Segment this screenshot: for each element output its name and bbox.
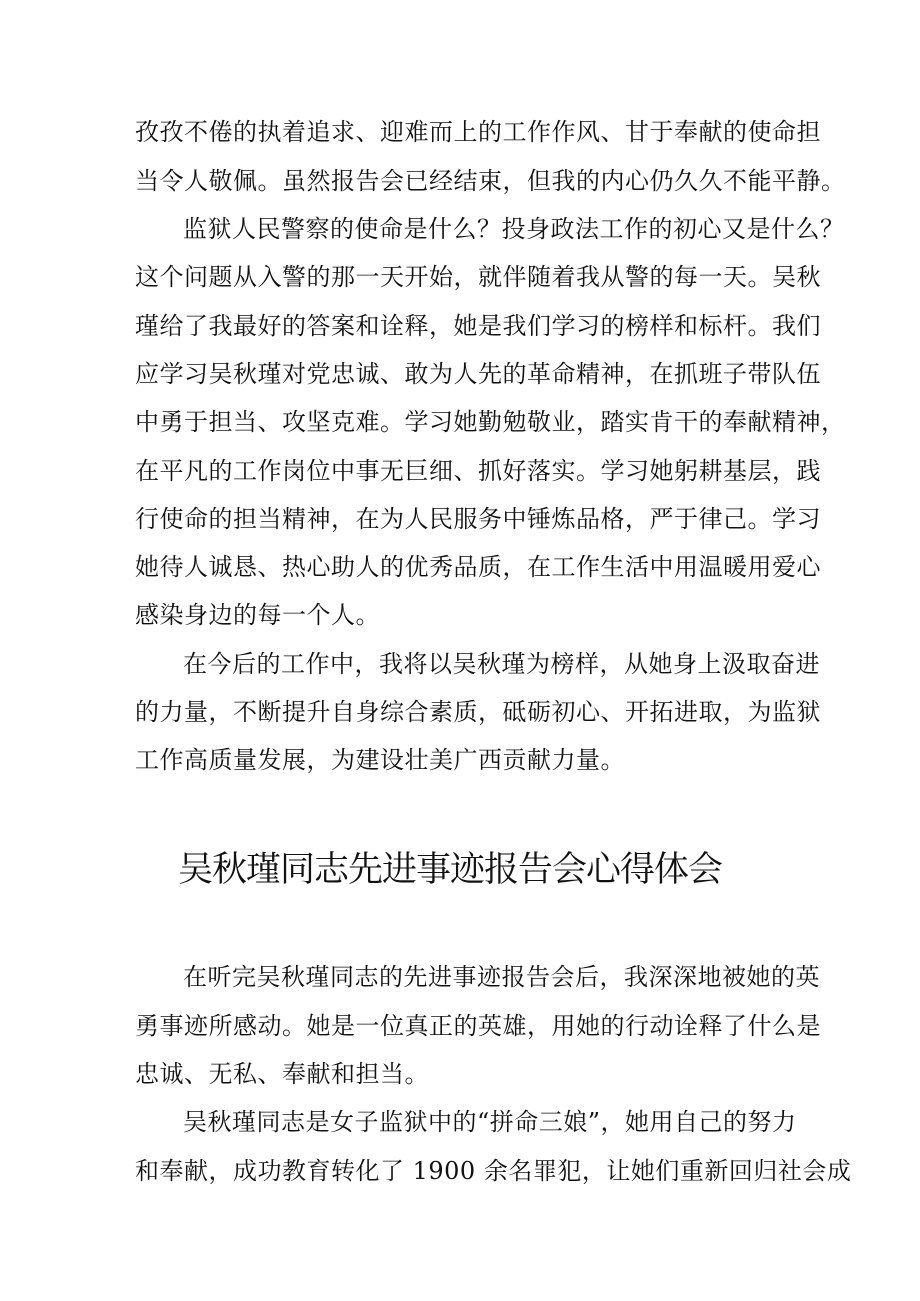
section-title: 吴秋瑾同志先进事迹报告会心得体会: [178, 850, 723, 890]
paragraph-line: 在今后的工作中，我将以吴秋瑾为榜样，从她身上汲取奋进: [183, 650, 820, 678]
paragraph-line: 当令人敬佩。虽然报告会已经结束，但我的内心仍久久不能平静。: [135, 167, 846, 195]
paragraph-line: 监狱人民警察的使命是什么？投身政法工作的初心又是什么？: [183, 215, 845, 243]
paragraph-line: 在听完吴秋瑾同志的先进事迹报告会后，我深深地被她的英: [183, 963, 820, 991]
paragraph-line: 孜孜不倦的执着追求、迎难而上的工作作风、甘于奉献的使命担: [135, 118, 821, 146]
paragraph-line: 工作高质量发展，为建设壮美广西贡献力量。: [135, 746, 625, 774]
paragraph-line: 吴秋瑾同志是女子监狱中的“拼命三娘”，她用自己的努力: [183, 1108, 797, 1136]
paragraph-line: 中勇于担当、攻坚克难。学习她勤勉敬业，踏实肯干的奉献精神，: [135, 408, 846, 436]
paragraph-line: 这个问题从入警的那一天开始，就伴随着我从警的每一天。吴秋: [135, 263, 821, 291]
paragraph-line: 和奉献，成功教育转化了 1900 余名罪犯，让她们重新回归社会成: [135, 1157, 852, 1185]
paragraph-line: 勇事迹所感动。她是一位真正的英雄，用她的行动诠释了什么是: [135, 1012, 821, 1040]
paragraph-line: 的力量，不断提升自身综合素质，砥砺初心、开拓进取，为监狱: [135, 698, 821, 726]
paragraph-line: 感染身边的每一个人。: [135, 601, 380, 629]
paragraph-line: 行使命的担当精神，在为人民服务中锤炼品格，严于律己。学习: [135, 505, 821, 533]
paragraph-line: 忠诚、无私、奉献和担当。: [135, 1060, 429, 1088]
paragraph-line: 瑾给了我最好的答案和诠释，她是我们学习的榜样和标杆。我们: [135, 312, 821, 340]
paragraph-line: 她待人诚恳、热心助人的优秀品质，在工作生活中用温暖用爱心: [135, 553, 821, 581]
paragraph-line: 在平凡的工作岗位中事无巨细、抓好落实。学习她躬耕基层，践: [135, 457, 821, 485]
paragraph-line: 应学习吴秋瑾对党忠诚、敢为人先的革命精神，在抓班子带队伍: [135, 360, 821, 388]
